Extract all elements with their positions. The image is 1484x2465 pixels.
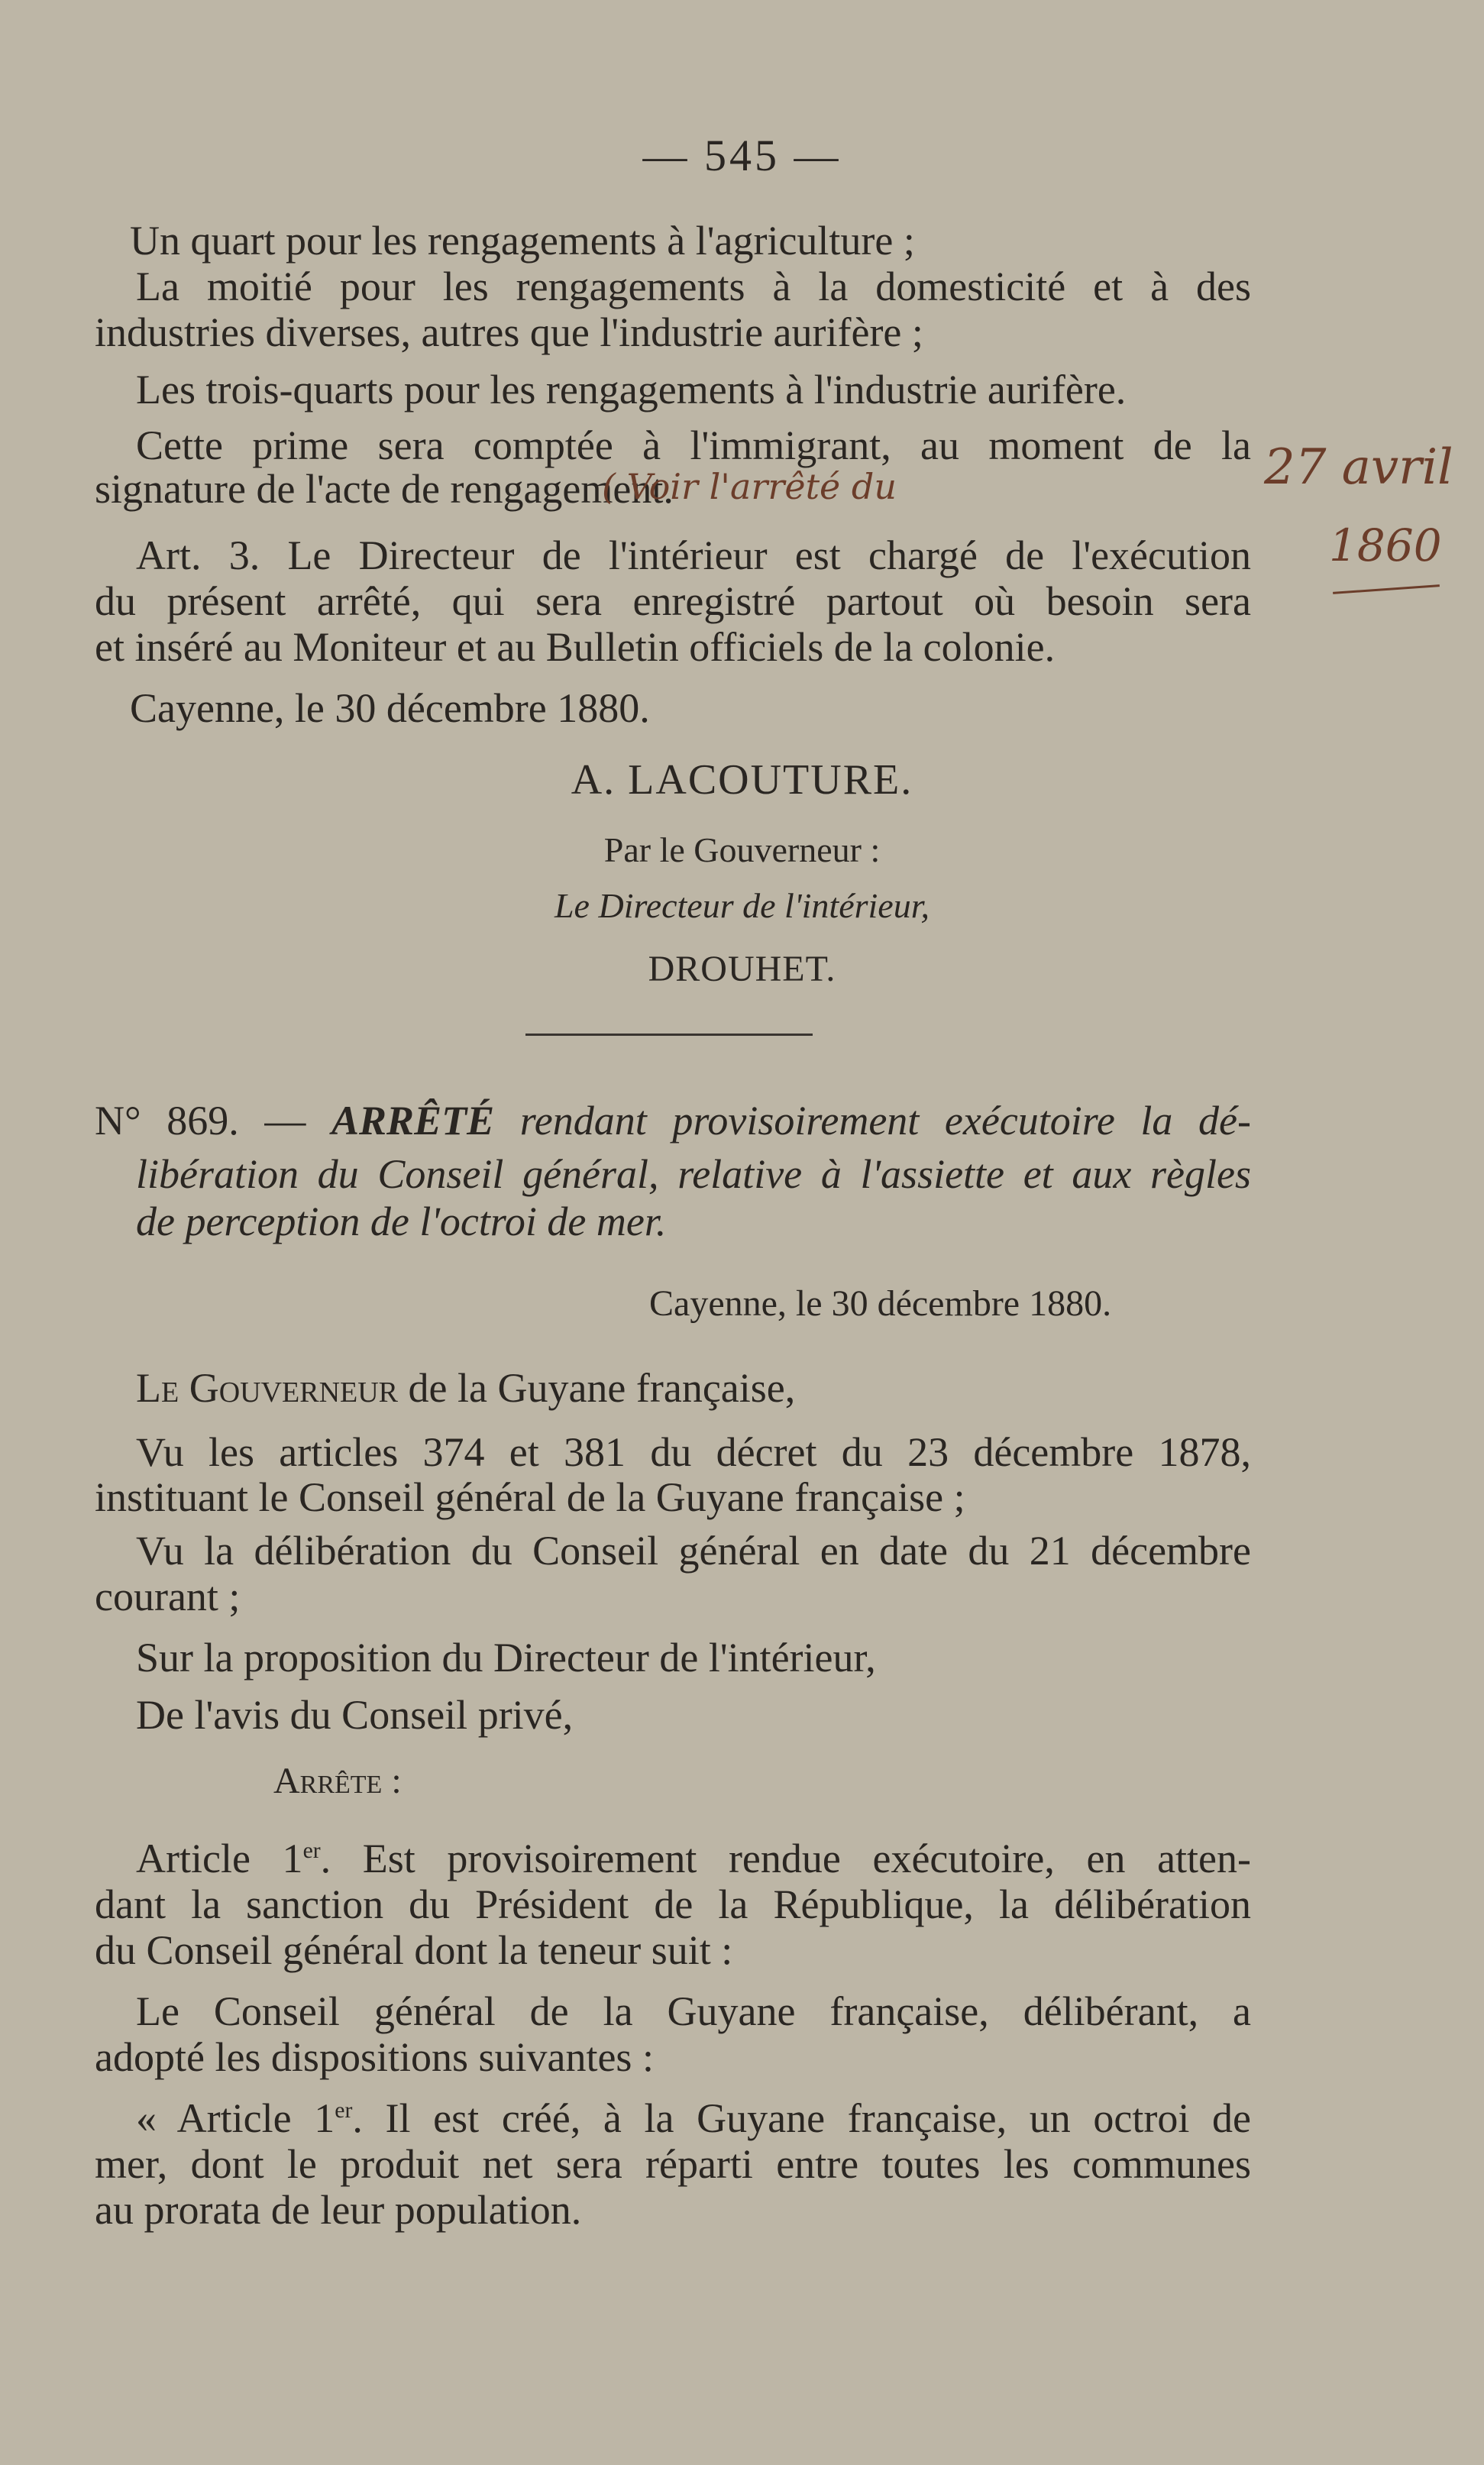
article-line: dant la sanction du Président de la République, la délibération — [95, 1881, 1251, 1927]
body-line: Vu les articles 374 et 381 du décret du 23 décembre 1878, — [136, 1429, 1251, 1475]
article-line: au prorata de leur population. — [95, 2187, 582, 2233]
decree-title-rest: rendant provisoirement exécutoire la dé- — [519, 1098, 1252, 1144]
arrete-heading: Arrête : — [273, 1761, 402, 1801]
text-line: et inséré au Moniteur et au Bulletin officiels de la colonie. — [95, 624, 1056, 670]
decree-heading-line — [95, 1098, 1252, 1144]
text-line: du présent arrêté, qui sera enregistré partout où besoin sera — [95, 578, 1251, 624]
text-line: Un quart pour les rengagements à l'agriculture ; — [130, 218, 915, 264]
signature-title: Le Directeur de l'intérieur, — [554, 886, 930, 925]
gouverneur-line — [136, 1367, 795, 1409]
article-line: Le Conseil général de la Guyane française, délibérant, a — [136, 1988, 1251, 2034]
text-line: signature de l'acte de rengagement. — [95, 466, 674, 512]
section-divider — [525, 1034, 813, 1036]
article-line: mer, dont le produit net sera réparti entre toutes les communes — [95, 2141, 1251, 2187]
text-line: Cayenne, le 30 décembre 1880. — [130, 685, 650, 731]
body-line: Sur la proposition du Directeur de l'intérieur, — [136, 1635, 876, 1681]
decree-title-line: libération du Conseil général, relative à l'assiette et aux règles — [136, 1151, 1251, 1197]
quoted-article-line — [136, 2095, 1252, 2141]
decree-number: N° 869. — — [95, 1098, 306, 1144]
gouverneur-rest: de la Guyane française, — [408, 1365, 796, 1411]
text-line: Les trois-quarts pour les rengagements à l'industrie aurifère. — [136, 367, 1127, 412]
quoted-article-text: Il est créé, à la Guyane française, un octroi de — [385, 2095, 1252, 2141]
handwritten-margin-date: 27 avril — [1264, 439, 1453, 496]
body-line: De l'avis du Conseil privé, — [136, 1692, 574, 1738]
body-line: instituant le Conseil général de la Guyane française ; — [95, 1474, 965, 1520]
gouverneur-lead: Le Gouverneur — [136, 1365, 399, 1411]
article-text: Est provisoirement rendue exécutoire, en atten- — [362, 1836, 1251, 1881]
text-line: industries diverses, autres que l'industrie aurifère ; — [95, 309, 923, 355]
article-line: du Conseil général dont la teneur suit : — [95, 1927, 733, 1973]
text-line: Art. 3. Le Directeur de l'intérieur est chargé de l'exécution — [136, 532, 1251, 578]
article-line — [136, 1838, 1251, 1879]
decree-arrete: ARRÊTÉ — [331, 1098, 495, 1144]
signature-by: Par le Gouverneur : — [603, 830, 881, 869]
article-label: Article 1er. — [136, 1836, 331, 1881]
body-line: courant ; — [95, 1574, 241, 1619]
body-line: Vu la délibération du Conseil général en date du 21 décembre — [136, 1528, 1251, 1574]
page-number: — 545 — — [642, 131, 842, 180]
handwritten-note: ( Voir l'arrêté du — [602, 466, 897, 507]
handwritten-margin-year: 1860 — [1329, 519, 1442, 571]
handwritten-underline — [1333, 584, 1440, 594]
signature-name: A. LACOUTURE. — [571, 756, 913, 804]
text-line: Cette prime sera comptée à l'immigrant, au moment de la — [136, 422, 1251, 468]
signature-director: DROUHET. — [648, 949, 836, 989]
text-line: La moitié pour les rengagements à la domesticité et à des — [136, 264, 1251, 309]
quoted-article-label: « Article 1er. — [136, 2095, 363, 2141]
decree-dateline: Cayenne, le 30 décembre 1880. — [649, 1283, 1112, 1324]
decree-title-line: de perception de l'octroi de mer. — [136, 1199, 667, 1244]
article-line: adopté les dispositions suivantes : — [95, 2034, 654, 2080]
